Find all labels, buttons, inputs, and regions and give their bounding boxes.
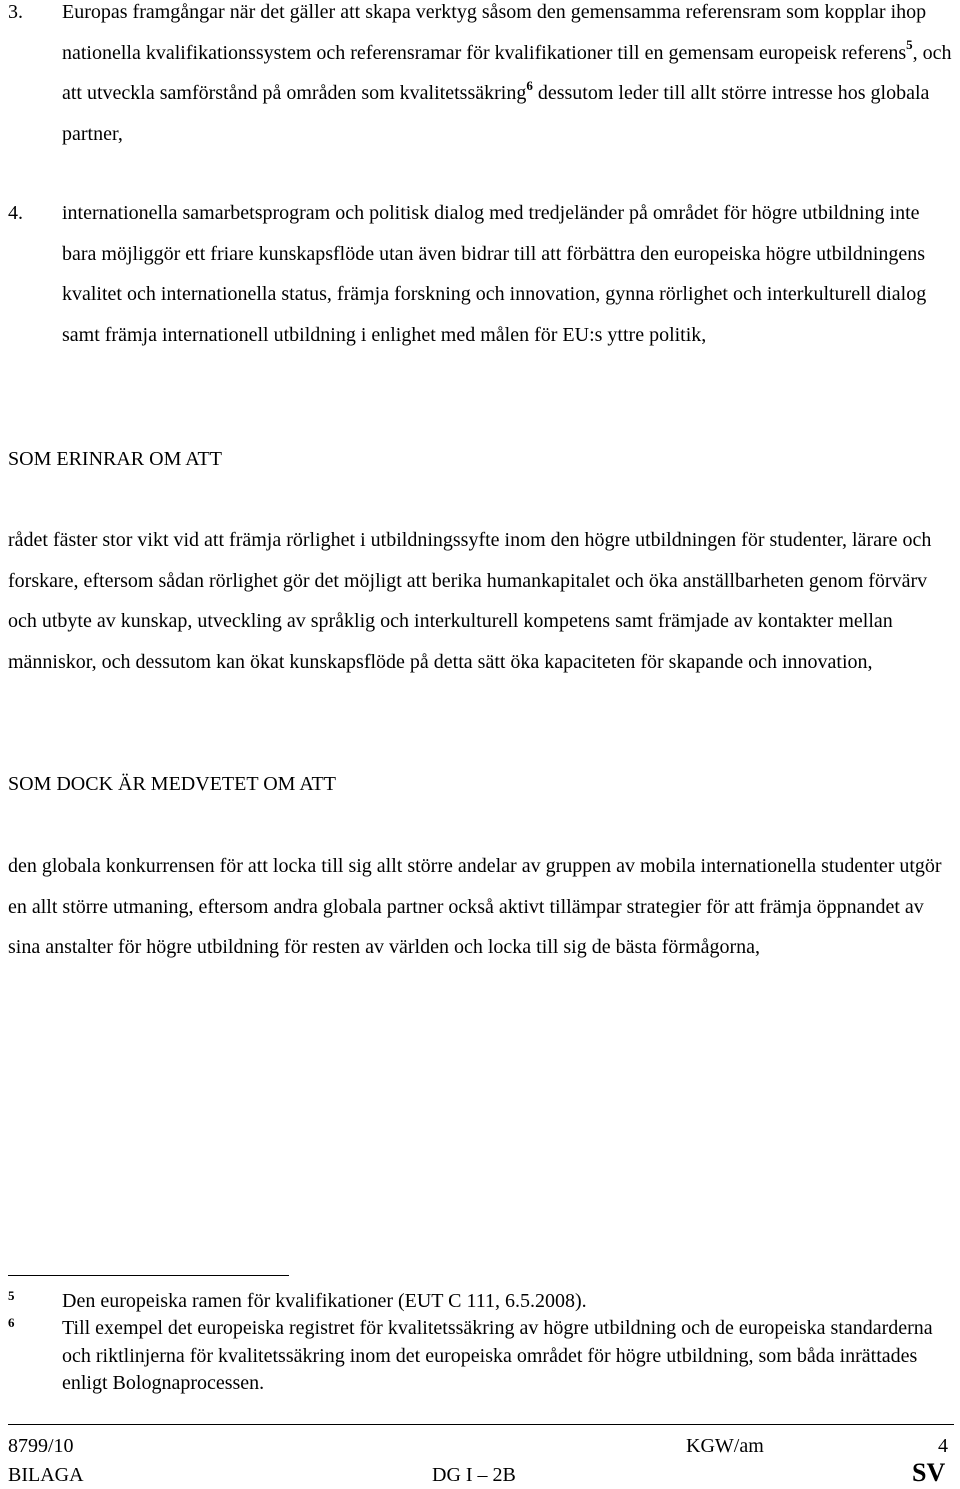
section-heading-aware: SOM DOCK ÄR MEDVETET OM ATT [8, 773, 336, 795]
recalling-paragraph: rådet fäster stor vikt vid att främja rörlighet i utbildningssyfte inom den högre utbildningen för studenter, lärare och forskare, eftersom sådan rörlighet gör det möjligt att berika humankapitalet och öka anställbarheten genom förvärv och utbyte av kunskap, utveckling av språklig och interkulturell kompetens samt främjade av kontakter mellan människor, och dessutom kan ökat kunskapsflöde på detta sätt öka kapaciteten för skapande och innovation, [8, 529, 932, 673]
footnote-5 [8, 1288, 953, 1316]
numbered-item-4 [8, 193, 953, 355]
item-text-part: dessutom leder till allt större intresse hos globala partner, [62, 82, 930, 145]
footer-dg: DG I – 2B [432, 1464, 516, 1486]
section-heading-recalling: SOM ERINRAR OM ATT [8, 448, 222, 470]
item-text-part: , och att utveckla samförstånd på områden som kvalitetssäkring [62, 41, 952, 105]
footer-separator [8, 1424, 954, 1425]
footer-initials: KGW/am [686, 1435, 764, 1457]
item-text [62, 0, 953, 154]
numbered-item-3 [8, 0, 953, 154]
footer-annex-label: BILAGA [8, 1464, 84, 1486]
footer-page-number: 4 [938, 1435, 948, 1457]
footnote-ref-6[interactable]: 6 [526, 77, 533, 93]
footnote-number: 6 [8, 1315, 15, 1330]
footnote-number: 5 [8, 1288, 15, 1303]
footnote-text: Till exempel det europeiska registret för kvalitetssäkring av högre utbildning och de europeiska standarderna och riktlinjerna för kvalitetssäkring inom det europeiska området för högre utbildning, som båda inrättades enligt Bolognaprocessen. [62, 1317, 933, 1394]
footnote-ref-5[interactable]: 5 [906, 36, 913, 52]
aware-paragraph: den globala konkurrensen för att locka till sig allt större andelar av gruppen av mobila internationella studenter utgör en allt större utmaning, eftersom andra globala partner också aktivt tillämpar strategier för att främja öppnandet av sina anstalter för högre utbildning för resten av världen och locka till sig de bästa förmågorna, [8, 855, 942, 959]
footnote-text: Den europeiska ramen för kvalifikationer (EUT C 111, 6.5.2008). [62, 1290, 587, 1312]
footer-doc-code: 8799/10 [8, 1435, 74, 1457]
footnote-separator [8, 1275, 289, 1276]
item-number: 3. [8, 1, 23, 23]
footnote-6 [8, 1315, 953, 1398]
item-number: 4. [8, 202, 23, 224]
item-text-part: Europas framgångar när det gäller att skapa verktyg såsom den gemensamma referensram som kopplar ihop nationella kvalifikationssystem och referensramar för kvalifikationer till en gemensam europeisk referens [62, 1, 927, 64]
item-text: internationella samarbetsprogram och politisk dialog med tredjeländer på området för högre utbildning inte bara möjliggör ett friare kunskapsflöde utan även bidrar till att förbättra den europeiska högre utbildningens kvalitet och internationella status, främja forskning och innovation, gynna rörlighet och interkulturell dialog samt främja internationell utbildning i enlighet med målen för EU:s yttre politik, [62, 202, 927, 346]
footer-language: SV [912, 1458, 946, 1487]
